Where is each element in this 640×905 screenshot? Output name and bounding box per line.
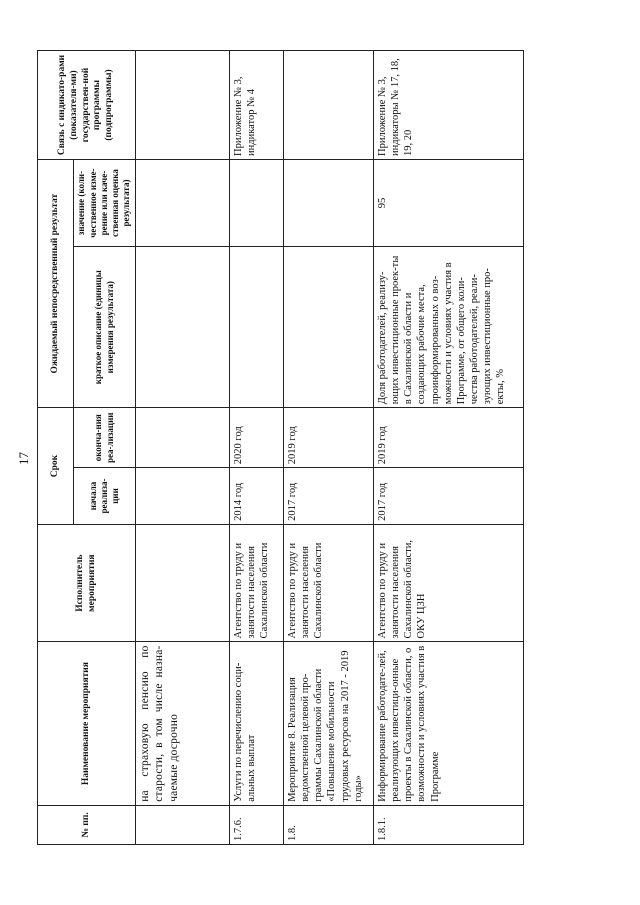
header-num: № пп. <box>38 805 136 844</box>
row-result-desc: Доля работодателей, реализу-ющих инвестиционные проек-ты в Сахалинской области и создающих рабочие места, проинформированных о воз-можности и условиях участия в Программе, от общего коли-чества работодателей, реали-зующих инвестиционные про-екты, % <box>374 247 524 408</box>
row-name: Информирование работодате-лей, реализующих инвестици-онные проекты в Сахалинской области, о возможности и условиях участия в Программе <box>374 642 524 805</box>
row-num: 1.7.6. <box>230 805 284 844</box>
row-executor: Агентство по труду и занятости населения Сахалинской области <box>230 524 284 642</box>
header-term-start: начала реализа-ции <box>74 468 136 525</box>
row-result-desc <box>136 247 230 408</box>
header-name: Наименование мероприятия <box>38 642 136 805</box>
row-start: 2017 год <box>374 468 524 525</box>
row-result-desc <box>230 247 284 408</box>
row-executor: Агентство по труду и занятости населения Сахалинской области, ОКУ ЦЗН <box>374 524 524 642</box>
header-result: Ожидаемый непосредственный результат <box>38 159 74 407</box>
row-num: 1.8.1. <box>374 805 524 844</box>
header-result-desc: краткое описание (единицы измерения результата) <box>74 247 136 408</box>
row-end: 2020 год <box>230 408 284 468</box>
row-num <box>136 805 230 844</box>
table-row <box>374 51 524 845</box>
row-result-value <box>136 159 230 246</box>
row-link: Приложение № 3, индикаторы № 17, 18, 19, 20 <box>374 51 524 160</box>
row-name: Услуги по перечислению соци-альных выплат <box>230 642 284 805</box>
measures-table <box>37 50 524 845</box>
header-link: Связь с индикато-рами (показателя-ми) государствен-ной программы (подпрограммы) <box>38 51 136 160</box>
row-executor <box>136 524 230 642</box>
row-start: 2014 год <box>230 468 284 525</box>
row-end: 2019 год <box>374 408 524 468</box>
row-name: Мероприятие 8. Реализация ведомственной целевой про-граммы Сахалинской области «Повышение мобильности трудовых ресурсов на 2017 - 2019 годы» <box>284 642 374 805</box>
row-link <box>284 51 374 160</box>
row-end <box>136 408 230 468</box>
header-result-value: значение (коли-чественное изме-рение или каче-ственная оценка результата) <box>74 159 136 246</box>
header-executor: Исполнитель мероприятия <box>38 524 136 642</box>
table-row <box>230 51 284 845</box>
table-row <box>136 51 230 845</box>
row-name: на страховую пенсию по старости, в том числе назна-чаемые досрочно <box>136 642 230 805</box>
row-num: 1.8. <box>284 805 374 844</box>
page-number: 17 <box>16 452 31 465</box>
row-end: 2019 год <box>284 408 374 468</box>
row-result-desc <box>284 247 374 408</box>
row-executor: Агентство по труду и занятости населения Сахалинской области <box>284 524 374 642</box>
row-link: Приложение № 3, индикатор № 4 <box>230 51 284 160</box>
header-term-end: оконча-ния реа-лизации <box>74 408 136 468</box>
row-result-value: 95 <box>374 159 524 246</box>
row-result-value <box>230 159 284 246</box>
table-row <box>284 51 374 845</box>
row-result-value <box>284 159 374 246</box>
row-start <box>136 468 230 525</box>
row-link <box>136 51 230 160</box>
header-term: Срок <box>38 408 74 525</box>
row-start: 2017 год <box>284 468 374 525</box>
